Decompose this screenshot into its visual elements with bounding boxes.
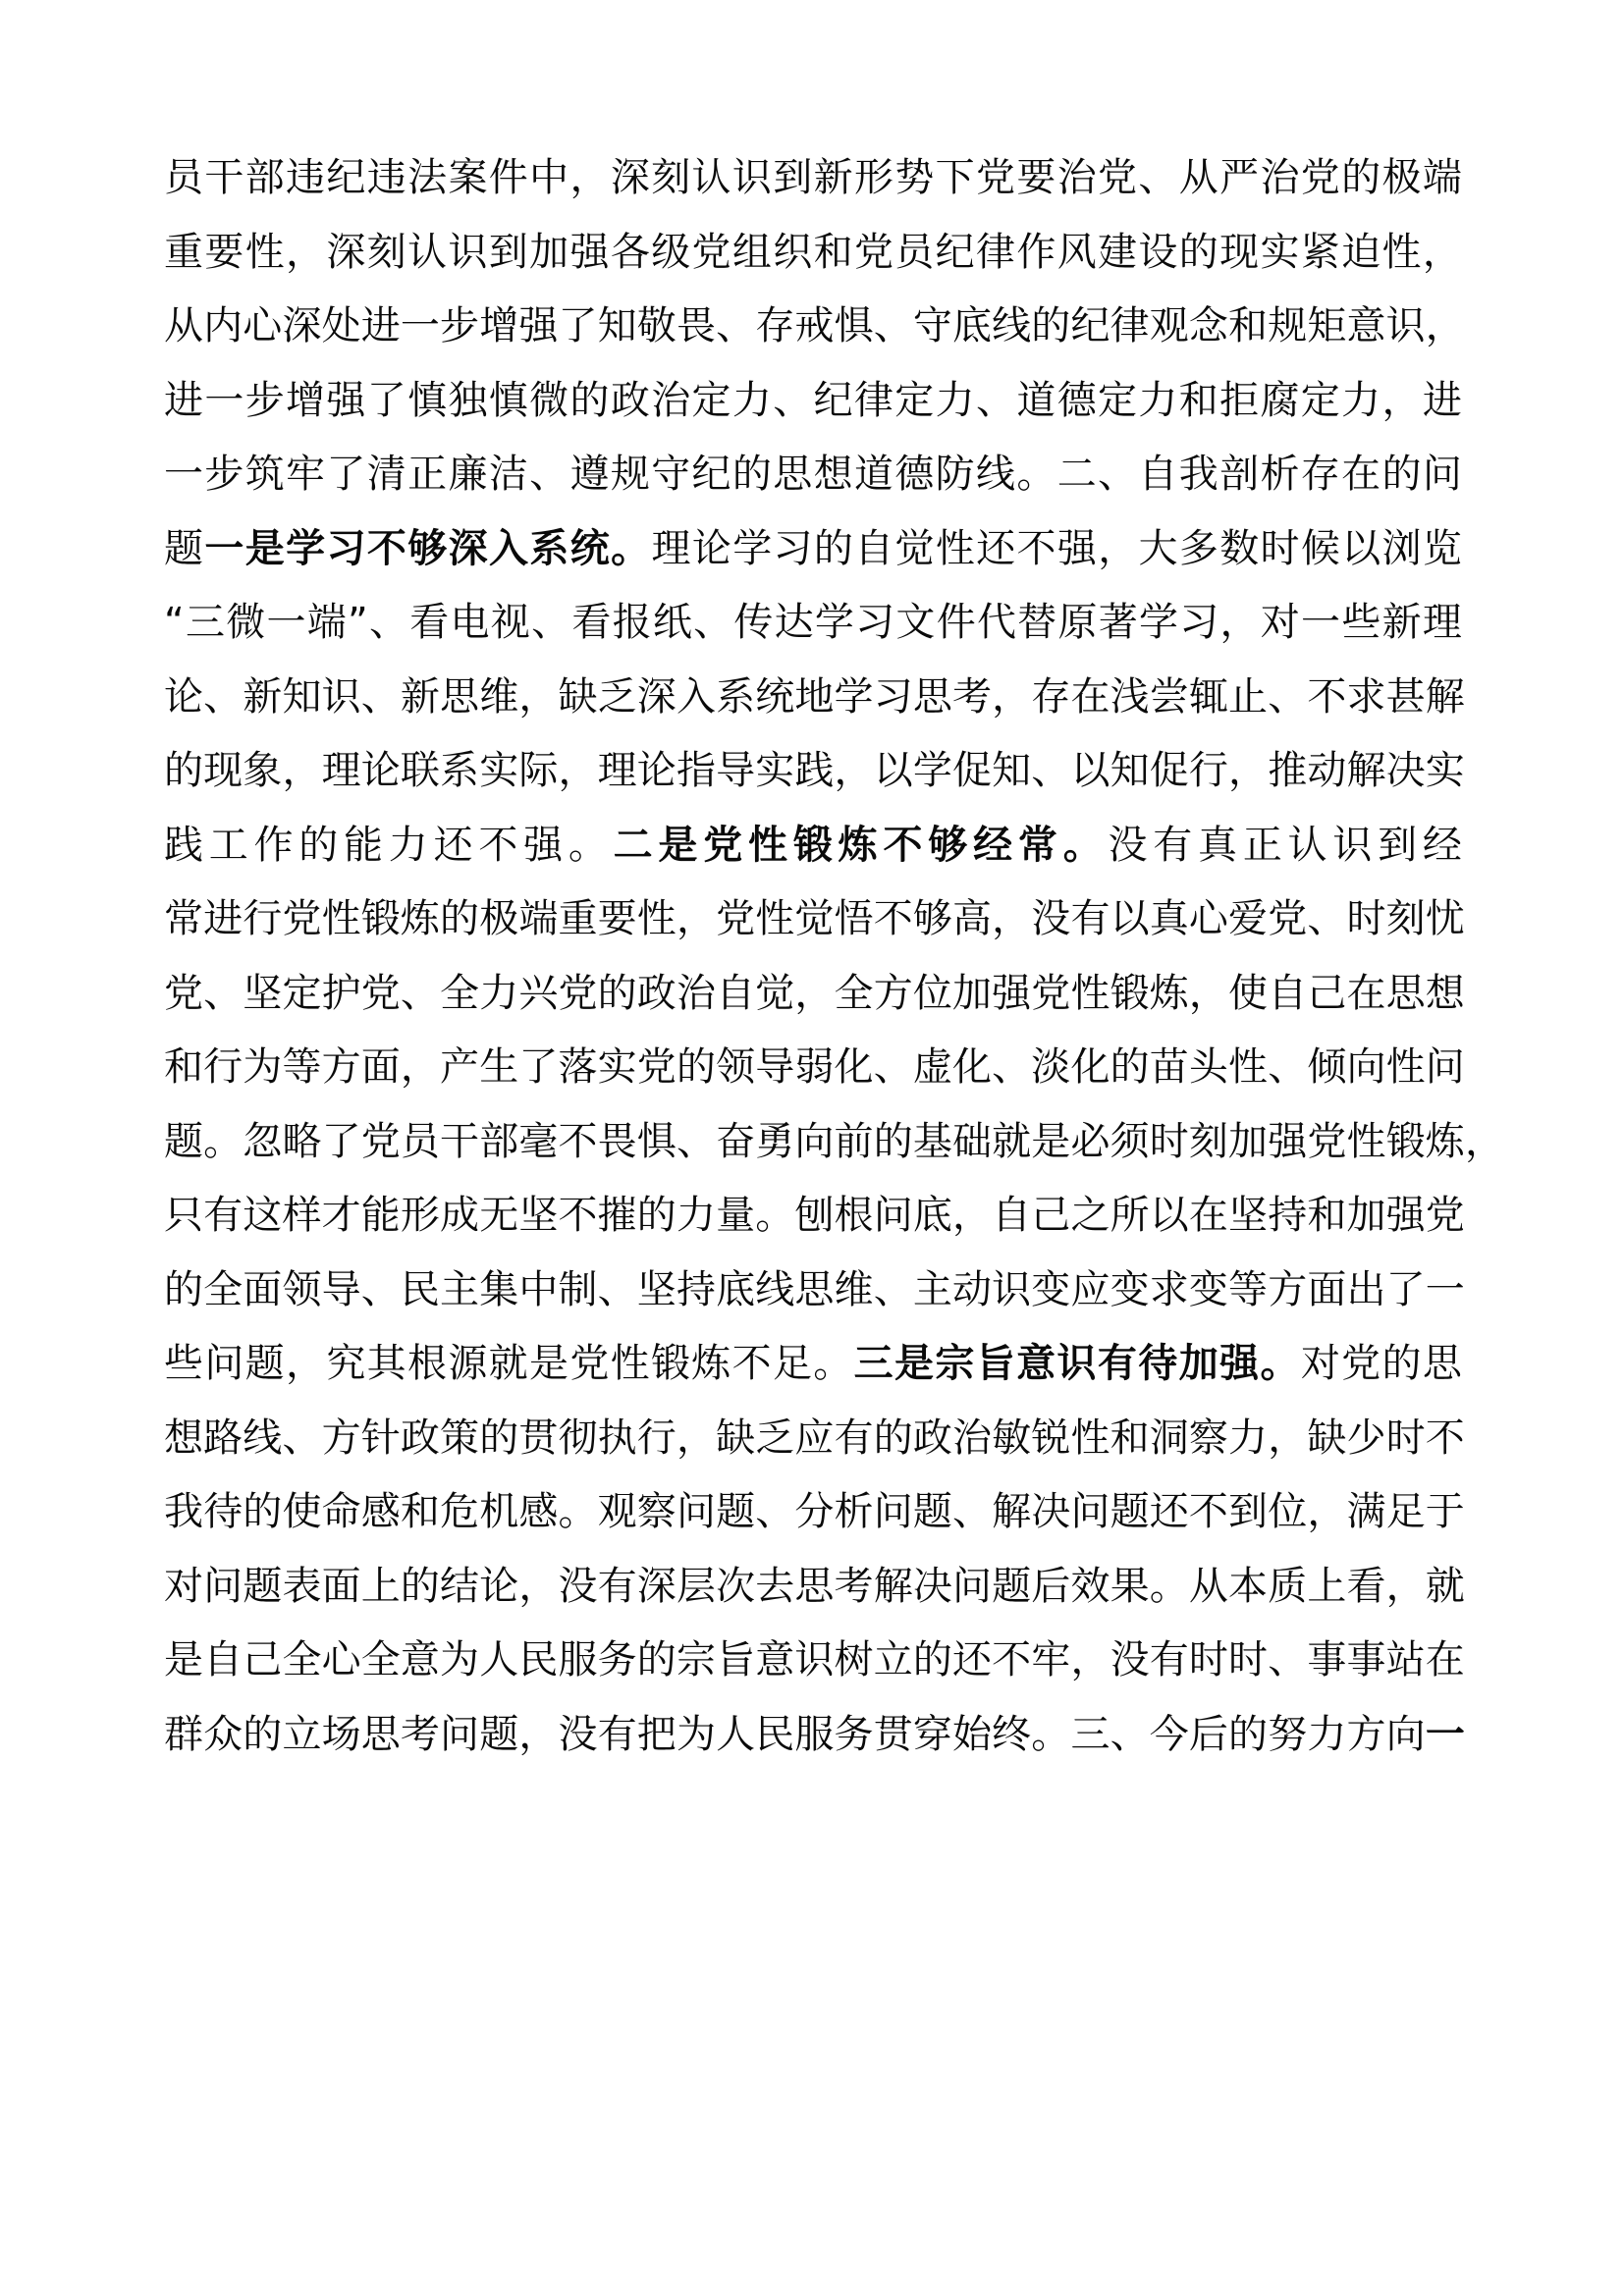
- body-text: 从内心深处进一步增强了知敬畏、存戒惧、守底线的纪律观念和规矩意识，: [164, 303, 1465, 348]
- text-line: [164, 364, 1462, 439]
- body-text: 我待的使命感和危机感。观察问题、分析问题、解决问题还不到位，满足于: [164, 1489, 1465, 1534]
- text-line: [164, 1550, 1465, 1625]
- body-text: 的现象，理论联系实际，理论指导实践，以学促知、以知促行，推动解决实: [164, 748, 1465, 793]
- body-text: 对党的思: [1300, 1341, 1462, 1386]
- body-paragraph: [164, 141, 1505, 1772]
- text-line: [164, 1254, 1465, 1328]
- text-line: [164, 1624, 1465, 1698]
- body-text: 没有真正认识到经: [1108, 822, 1463, 868]
- text-line: [164, 586, 1462, 661]
- emphasis-text: 一是学习不够深入系统。: [204, 525, 652, 571]
- emphasis-text: 一: [1425, 1711, 1466, 1757]
- text-line: [164, 1031, 1465, 1105]
- body-text: 一步筑牢了清正廉洁、遵规守纪的思想道德防线。二、自我剖析存在的问: [164, 452, 1462, 497]
- text-line: [164, 141, 1462, 216]
- body-text: “三微一端”、看电视、看报纸、传达学习文件代替原著学习，对一些新理: [164, 600, 1462, 645]
- body-text: 题。忽略了党员干部毫不畏惧、奋勇向前的基础就是必须时刻加强党性锻炼，: [164, 1118, 1505, 1164]
- body-text: 党、坚定护党、全力兴党的政治自觉，全方位加强党性锻炼，使自己在思想: [164, 970, 1465, 1016]
- emphasis-text: 二是党性锻炼不够经常。: [613, 822, 1109, 868]
- text-line: [164, 734, 1465, 809]
- body-text: 重要性，深刻认识到加强各级党组织和党员纪律作风建设的现实紧迫性，: [164, 229, 1462, 275]
- text-line: [164, 661, 1465, 735]
- body-text: 进一步增强了慎独慎微的政治定力、纪律定力、道德定力和拒腐定力，进: [164, 377, 1462, 423]
- text-line: [164, 1179, 1465, 1254]
- body-text: 践工作的能力还不强。: [164, 822, 614, 868]
- text-line: [164, 512, 1462, 587]
- body-text: 群众的立场思考问题，没有把为人民服务贯穿始终。三、今后的努力方向: [164, 1711, 1426, 1757]
- body-text: 常进行党性锻炼的极端重要性，党性觉悟不够高，没有以真心爱党、时刻忧: [164, 896, 1465, 941]
- emphasis-text: 三是宗旨意识有待加强。: [853, 1341, 1301, 1386]
- text-line: [164, 957, 1465, 1032]
- body-text: 是自己全心全意为人民服务的宗旨意识树立的还不牢，没有时时、事事站在: [164, 1637, 1465, 1682]
- text-line: [164, 1327, 1462, 1402]
- body-text: 理论学习的自觉性还不强，大多数时候以浏览: [651, 525, 1463, 571]
- text-line: [164, 1698, 1466, 1773]
- text-line: [164, 1475, 1465, 1550]
- text-line: [164, 290, 1465, 364]
- text-line: [164, 882, 1465, 957]
- text-line: [164, 1105, 1505, 1180]
- body-text: 员干部违纪违法案件中，深刻认识到新形势下党要治党、从严治党的极端: [164, 155, 1462, 200]
- body-text: 些问题，究其根源就是党性锻炼不足。: [164, 1341, 854, 1386]
- body-text: 和行为等方面，产生了落实党的领导弱化、虚化、淡化的苗头性、倾向性问: [164, 1044, 1465, 1090]
- body-text: 题: [164, 525, 205, 571]
- body-text: 只有这样才能形成无坚不摧的力量。刨根问底，自己之所以在坚持和加强党: [164, 1193, 1465, 1238]
- text-line: [164, 438, 1462, 512]
- text-line: [164, 216, 1462, 291]
- body-text: 想路线、方针政策的贯彻执行，缺乏应有的政治敏锐性和洞察力，缺少时不: [164, 1415, 1465, 1461]
- document-text-body: [164, 141, 1505, 1772]
- text-line: [164, 809, 1462, 883]
- text-line: [164, 1402, 1465, 1476]
- body-text: 对问题表面上的结论，没有深层次去思考解决问题后效果。从本质上看，就: [164, 1563, 1465, 1609]
- body-text: 论、新知识、新思维，缺乏深入系统地学习思考，存在浅尝辄止、不求甚解: [164, 673, 1465, 720]
- body-text: 的全面领导、民主集中制、坚持底线思维、主动识变应变求变等方面出了一: [164, 1266, 1465, 1312]
